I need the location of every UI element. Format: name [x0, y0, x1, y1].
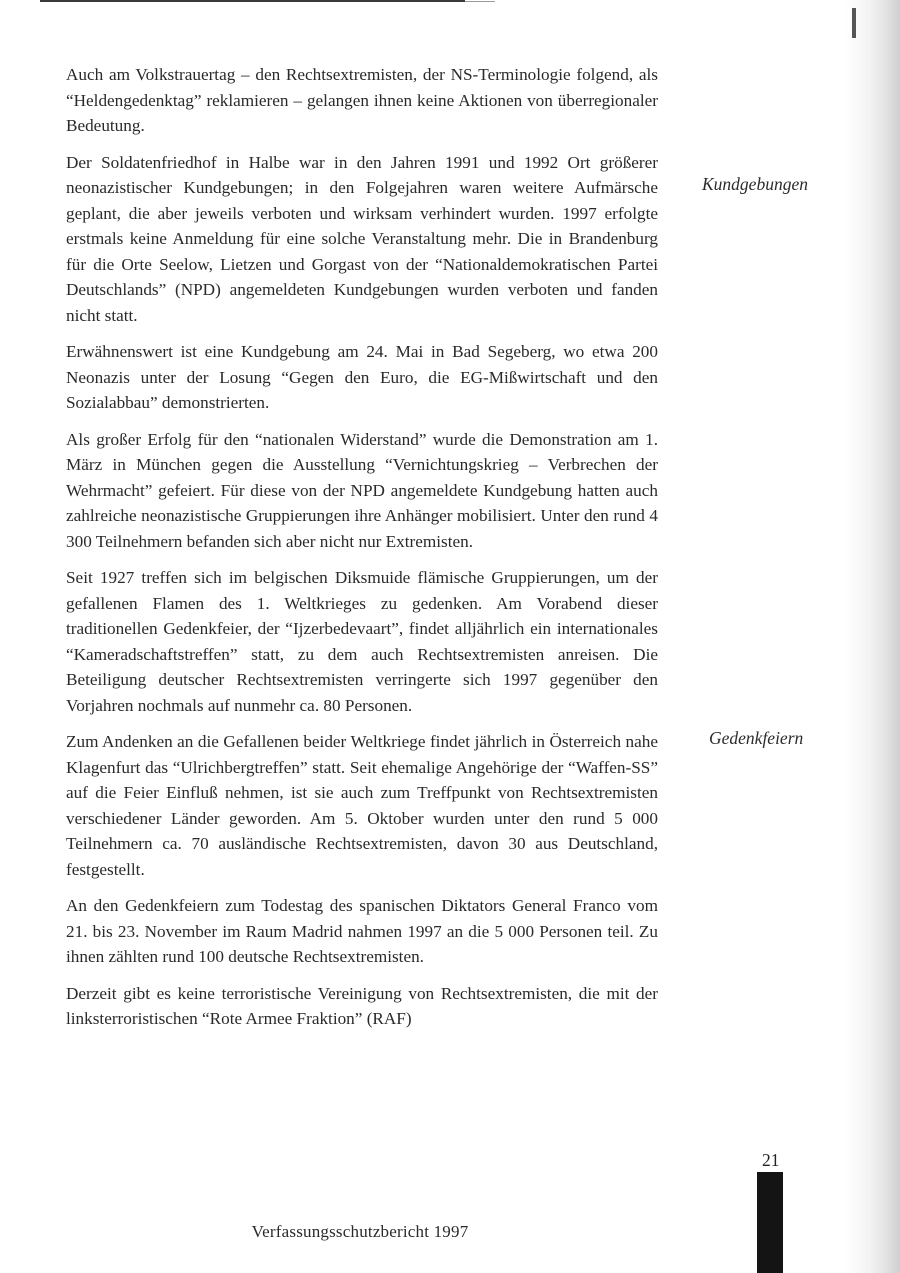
paragraph-halbe: Der Soldatenfriedhof in Halbe war in den Jahren 1991 und 1992 Ort größerer neonazistischer Kundgebungen; in den Folgejahren waren weitere Aufmärsche geplant, die aber jeweils verboten und wirksam verhindert wurden. 1997 erfolgte erstmals keine Anmeldung für eine solche Veranstaltung mehr. Die in Brandenburg für die Orte Seelow, Lietzen und Gorgast von der “Nationaldemokratischen Partei Deutschlands” (NPD) angemeldeten Kundgebungen wurden verboten und fanden nicht statt.	[66, 152, 658, 325]
body-text	[66, 62, 658, 1043]
page-edge-mark	[852, 8, 856, 38]
margin-note-gedenkfeiern: Gedenkfeiern	[709, 728, 804, 748]
paragraph-volkstrauertag: Auch am Volkstrauertag – den Rechtsextremisten, der NS-Terminologie folgend, als “Heldengedenktag” reklamieren – gelangen ihnen keine Aktionen von überregionaler Bedeutung.	[66, 65, 658, 135]
page-footer: Verfassungsschutzbericht 1997	[251, 1222, 469, 1241]
paragraph-ulrichberg: Zum Andenken an die Gefallenen beider Weltkriege findet jährlich in Österreich nahe Klagenfurt das “Ulrichbergtreffen” statt. Seit ehemalige Angehörige der “Waffen-SS” auf die Feier Einfluß nehmen, ist sie auch zum Treffpunkt von Rechtsextremisten verschiedener Länder geworden. Am 5. Oktober wurden unter den rund 5 000 Teilnehmern ca. 70 ausländische Rechtsextremisten, davon 30 aus Deutschland, festgestellt.	[66, 732, 658, 879]
top-rule-line	[40, 0, 465, 2]
page-edge-shadow	[845, 0, 900, 1273]
page-number: 21	[762, 1150, 780, 1170]
thumb-index-tab	[757, 1172, 783, 1273]
margin-note-kundgebungen: Kundgebungen	[702, 174, 808, 194]
paragraph-diksmuide: Seit 1927 treffen sich im belgischen Diksmuide flämische Gruppierungen, um der gefallenen Flamen des 1. Weltkrieges zu gedenken. Am Vorabend dieser traditionellen Gedenkfeier, der “Ijzerbedevaart”, findet alljährlich ein internationales “Kameradschaftstreffen” statt, zu dem auch Rechtsextremisten anreisen. Die Beteiligung deutscher Rechtsextremisten verringerte sich 1997 gegenüber den Vorjahren nochmals auf nunmehr ca. 80 Personen.	[66, 568, 658, 715]
paragraph-muenchen: Als großer Erfolg für den “nationalen Widerstand” wurde die Demonstration am 1. März in München gegen die Ausstellung “Vernichtungskrieg – Verbrechen der Wehrmacht” gefeiert. Für diese von der NPD angemeldete Kundgebung hatten auch zahlreiche neonazistische Gruppierungen ihre Anhänger mobilisiert. Unter den rund 4 300 Teilnehmern befanden sich aber nicht nur Extremisten.	[66, 429, 658, 551]
paragraph-franco: An den Gedenkfeiern zum Todestag des spanischen Diktators General Franco vom 21. bis 23. November im Raum Madrid nahmen 1997 an die 5 000 Personen teil. Zu ihnen zählten rund 100 deutsche Rechtsextremisten.	[66, 896, 658, 966]
top-rule-faint-line	[465, 1, 495, 2]
paragraph-terror: Derzeit gibt es keine terroristische Vereinigung von Rechtsextremisten, die mit der linksterroristischen “Rote Armee Fraktion” (RAF)	[66, 983, 658, 1028]
paragraph-bad-segeberg: Erwähnenswert ist eine Kundgebung am 24. Mai in Bad Segeberg, wo etwa 200 Neonazis unter der Losung “Gegen den Euro, die EG-Mißwirtschaft und den Sozialabbau” demonstrierten.	[66, 342, 658, 412]
